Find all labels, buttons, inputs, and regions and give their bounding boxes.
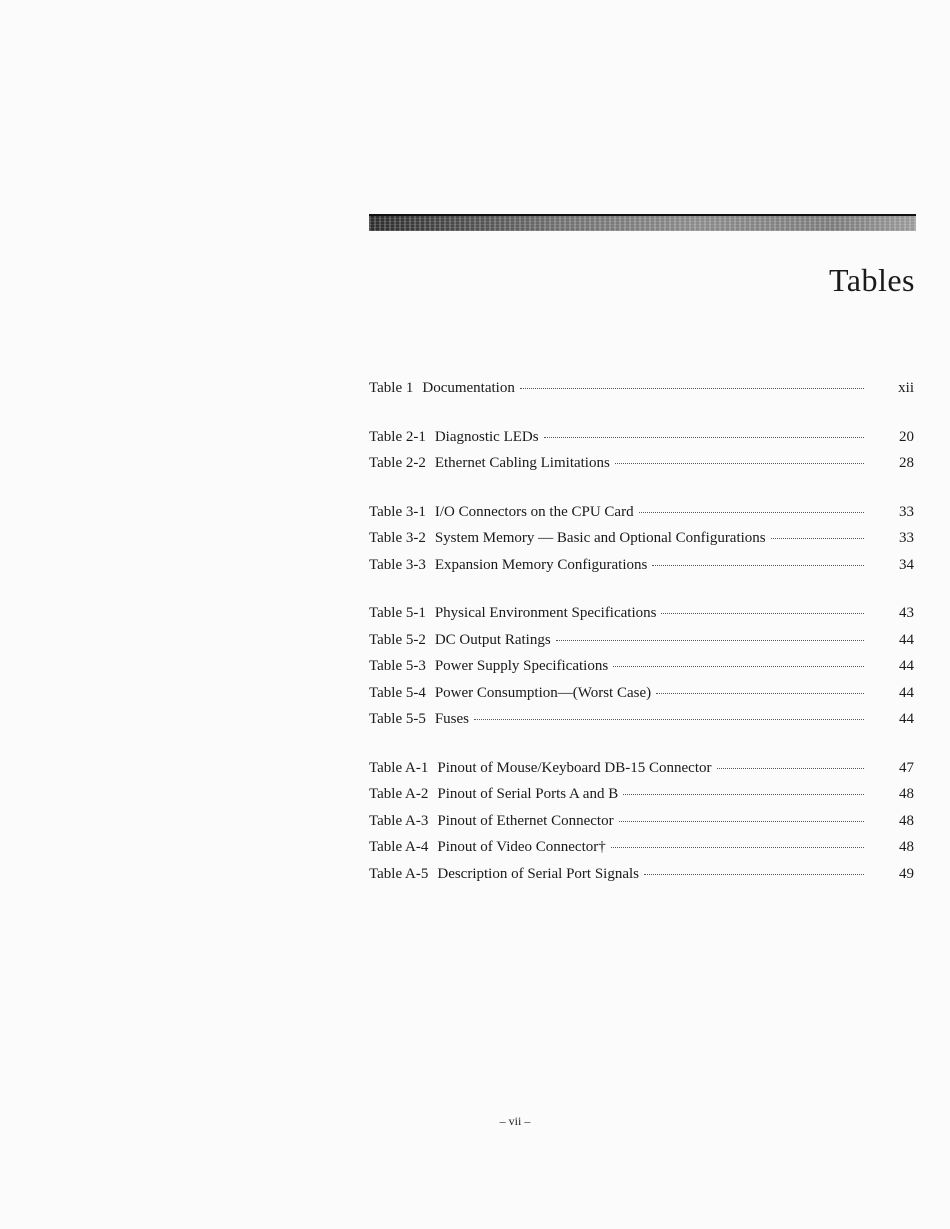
toc-group <box>369 380 916 407</box>
entry-page: 20 <box>899 428 914 445</box>
entry-page: 43 <box>899 605 914 621</box>
dot-leader <box>520 388 864 389</box>
header-rule-bar <box>369 214 916 231</box>
entry-number: Table A-4 <box>369 839 429 855</box>
dot-leader <box>652 565 864 566</box>
entry-number: Table A-1 <box>369 759 429 776</box>
entry-number: Table 3-3 <box>369 556 426 573</box>
entry-page: 47 <box>899 759 914 776</box>
entry-title: Pinout of Mouse/Keyboard DB-15 Connector <box>437 759 712 776</box>
dot-leader <box>639 512 864 513</box>
entry-page: 33 <box>899 530 914 546</box>
toc-entry <box>369 711 916 738</box>
page-number: – vii – <box>499 1114 531 1128</box>
entry-number: Table 5-5 <box>369 711 426 727</box>
entry-page: 44 <box>899 658 914 674</box>
dot-leader <box>613 666 864 667</box>
dot-leader <box>544 437 864 438</box>
dot-leader <box>619 821 864 822</box>
entry-title: Description of Serial Port Signals <box>437 865 640 882</box>
toc-entry <box>369 813 916 840</box>
entry-title: Documentation <box>422 380 515 396</box>
toc-entry <box>369 760 916 787</box>
entry-number: Table 5-4 <box>369 684 426 701</box>
dot-leader <box>556 640 864 641</box>
dot-leader <box>644 874 864 875</box>
dot-leader <box>656 693 864 694</box>
entry-title: Power Supply Specifications <box>434 658 609 674</box>
dot-leader <box>661 613 864 614</box>
entry-title: Pinout of Video Connector† <box>437 839 606 855</box>
toc-entry <box>369 455 916 482</box>
toc-entry <box>369 685 916 712</box>
toc-group <box>369 760 916 893</box>
entry-number: Table 3-2 <box>369 530 426 546</box>
entry-title: DC Output Ratings <box>434 631 551 648</box>
toc-entry <box>369 557 916 584</box>
entry-title: Expansion Memory Configurations <box>434 556 648 573</box>
toc-group <box>369 429 916 482</box>
entry-number: Table A-2 <box>369 786 429 802</box>
dot-leader <box>474 719 864 720</box>
entry-page: 44 <box>899 711 914 727</box>
entry-number: Table 5-2 <box>369 631 426 648</box>
entry-page: 28 <box>899 455 914 471</box>
entry-page: 48 <box>899 812 914 829</box>
dot-leader <box>611 847 864 848</box>
dot-leader <box>623 794 864 795</box>
toc-entry <box>369 658 916 685</box>
toc-group <box>369 504 916 584</box>
dot-leader <box>771 538 864 539</box>
entry-page: 33 <box>899 503 914 520</box>
toc-entry <box>369 839 916 866</box>
toc-entry <box>369 380 916 407</box>
entry-number: Table 3-1 <box>369 503 426 520</box>
entry-page: 48 <box>899 786 914 802</box>
entry-page: 44 <box>899 684 914 701</box>
entry-number: Table A-5 <box>369 865 429 882</box>
toc-entry <box>369 530 916 557</box>
entry-title: Fuses <box>434 711 470 727</box>
entry-page: 48 <box>899 839 914 855</box>
toc-entry <box>369 632 916 659</box>
toc-group <box>369 605 916 738</box>
toc-entry <box>369 786 916 813</box>
page-title: Tables <box>828 262 915 298</box>
toc-entry <box>369 866 916 893</box>
entry-page: 34 <box>899 556 914 573</box>
entry-page: 44 <box>899 631 914 648</box>
dot-leader <box>615 463 864 464</box>
toc-entry <box>369 429 916 456</box>
entry-number: Table 5-1 <box>369 605 426 621</box>
entry-title: System Memory — Basic and Optional Configurations <box>434 530 766 546</box>
entry-title: Pinout of Serial Ports A and B <box>437 786 619 802</box>
entry-number: Table 2-2 <box>369 455 426 471</box>
toc-entry <box>369 504 916 531</box>
entry-number: Table 2-1 <box>369 428 426 445</box>
entry-title: Pinout of Ethernet Connector <box>437 812 614 829</box>
entry-number: Table 1 <box>369 380 414 396</box>
dot-leader <box>717 768 865 769</box>
entry-title: Ethernet Cabling Limitations <box>434 455 610 471</box>
entry-number: Table 5-3 <box>369 658 426 674</box>
table-of-tables <box>369 380 916 914</box>
entry-title: Diagnostic LEDs <box>434 428 539 445</box>
entry-title: Physical Environment Specifications <box>434 605 657 621</box>
entry-number: Table A-3 <box>369 812 429 829</box>
entry-page: 49 <box>899 865 914 882</box>
toc-entry <box>369 605 916 632</box>
entry-page: xii <box>898 380 914 396</box>
entry-title: I/O Connectors on the CPU Card <box>434 503 634 520</box>
entry-title: Power Consumption—(Worst Case) <box>434 684 652 701</box>
